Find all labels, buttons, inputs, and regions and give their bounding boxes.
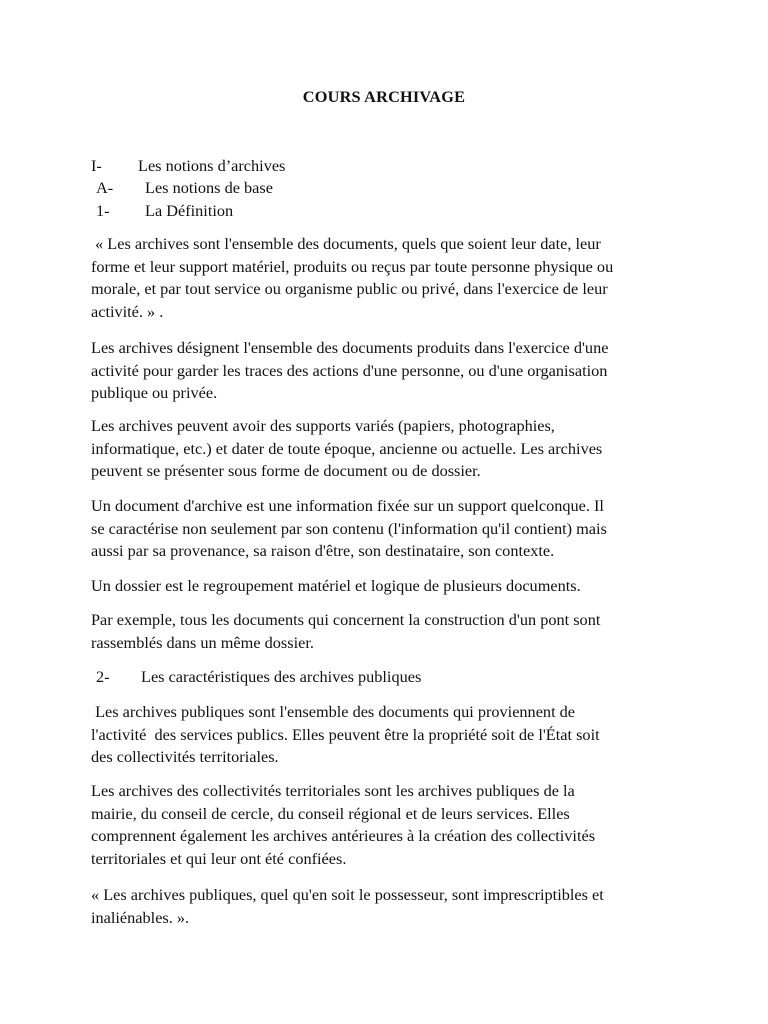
heading-label: Les caractéristiques des archives publiques: [141, 667, 422, 686]
text-line: Les archives peuvent avoir des supports variés (papiers, photographies,: [91, 416, 555, 435]
paragraph: [91, 415, 691, 483]
heading-item-1: [96, 200, 496, 223]
text-line: forme et leur support matériel, produits ou reçus par toute personne physique ou: [91, 256, 614, 276]
heading-number: 1-: [96, 201, 110, 220]
heading-item-2: [96, 666, 516, 689]
text-line: peuvent se présenter sous forme de document ou de dossier.: [91, 461, 481, 480]
text-line: morale, et par tout service ou organisme public ou privé, dans l'exercice de leur: [91, 279, 608, 298]
text-line: « Les archives publiques, quel qu'en soit le possesseur, sont imprescriptibles et: [91, 885, 604, 904]
text-line: Les archives publiques sont l'ensemble des documents qui proviennent de: [91, 702, 576, 721]
paragraph-definition-quote: [91, 233, 691, 323]
text-line: informatique, etc.) et dater de toute époque, ancienne ou actuelle. Les archives: [91, 438, 603, 458]
heading-section-1: [91, 155, 491, 178]
text-line: mairie, du conseil de cercle, du conseil régional et de leurs services. Elles: [91, 803, 570, 823]
text-line: l'activité des services publics. Elles peuvent être la propriété soit de l'État soit: [91, 724, 600, 744]
text-line: Un document d'archive est une information fixée sur un support quelconque. Il: [91, 496, 604, 515]
paragraph: [91, 609, 691, 654]
text-line: activité pour garder les traces des actions d'une personne, ou d'une organisation: [91, 360, 608, 380]
paragraph: [91, 337, 691, 405]
paragraph: [91, 780, 691, 870]
text-line: des collectivités territoriales.: [91, 747, 279, 766]
paragraph: [91, 701, 691, 769]
heading-subsection-a: [96, 177, 496, 200]
text-line: Les archives des collectivités territoriales sont les archives publiques de la: [91, 781, 575, 800]
document-title: COURS ARCHIVAGE: [302, 87, 466, 106]
text-line: activité. » .: [91, 301, 164, 321]
text-line: se caractérise non seulement par son contenu (l'information qu'il contient) mais: [91, 518, 607, 538]
heading-label: La Définition: [145, 201, 234, 220]
heading-number: A-: [96, 178, 114, 197]
text-line: territoriales et qui leur ont été confiées.: [91, 848, 347, 868]
text-line: rassemblés dans un même dossier.: [91, 632, 314, 652]
paragraph: [91, 575, 691, 598]
text-line: comprennent également les archives antérieures à la création des collectivités: [91, 826, 596, 845]
heading-number: 2-: [96, 667, 110, 686]
heading-number: I-: [91, 156, 102, 175]
text-line: Par exemple, tous les documents qui concernent la construction d'un pont sont: [91, 610, 601, 629]
text-line: publique ou privée.: [91, 383, 218, 402]
text-line: « Les archives sont l'ensemble des documents, quels que soient leur date, leur: [91, 234, 601, 253]
heading-label: Les notions de base: [145, 178, 273, 197]
text-line: inaliénables. ».: [91, 907, 190, 927]
paragraph: [91, 495, 691, 563]
heading-label: Les notions d’archives: [138, 156, 286, 175]
text-line: Un dossier est le regroupement matériel et logique de plusieurs documents.: [91, 576, 581, 595]
paragraph-inalienable-quote: [91, 884, 691, 929]
text-line: Les archives désignent l'ensemble des documents produits dans l'exercice d'une: [91, 338, 609, 357]
text-line: aussi par sa provenance, sa raison d'être, son destinataire, son contexte.: [91, 541, 555, 560]
